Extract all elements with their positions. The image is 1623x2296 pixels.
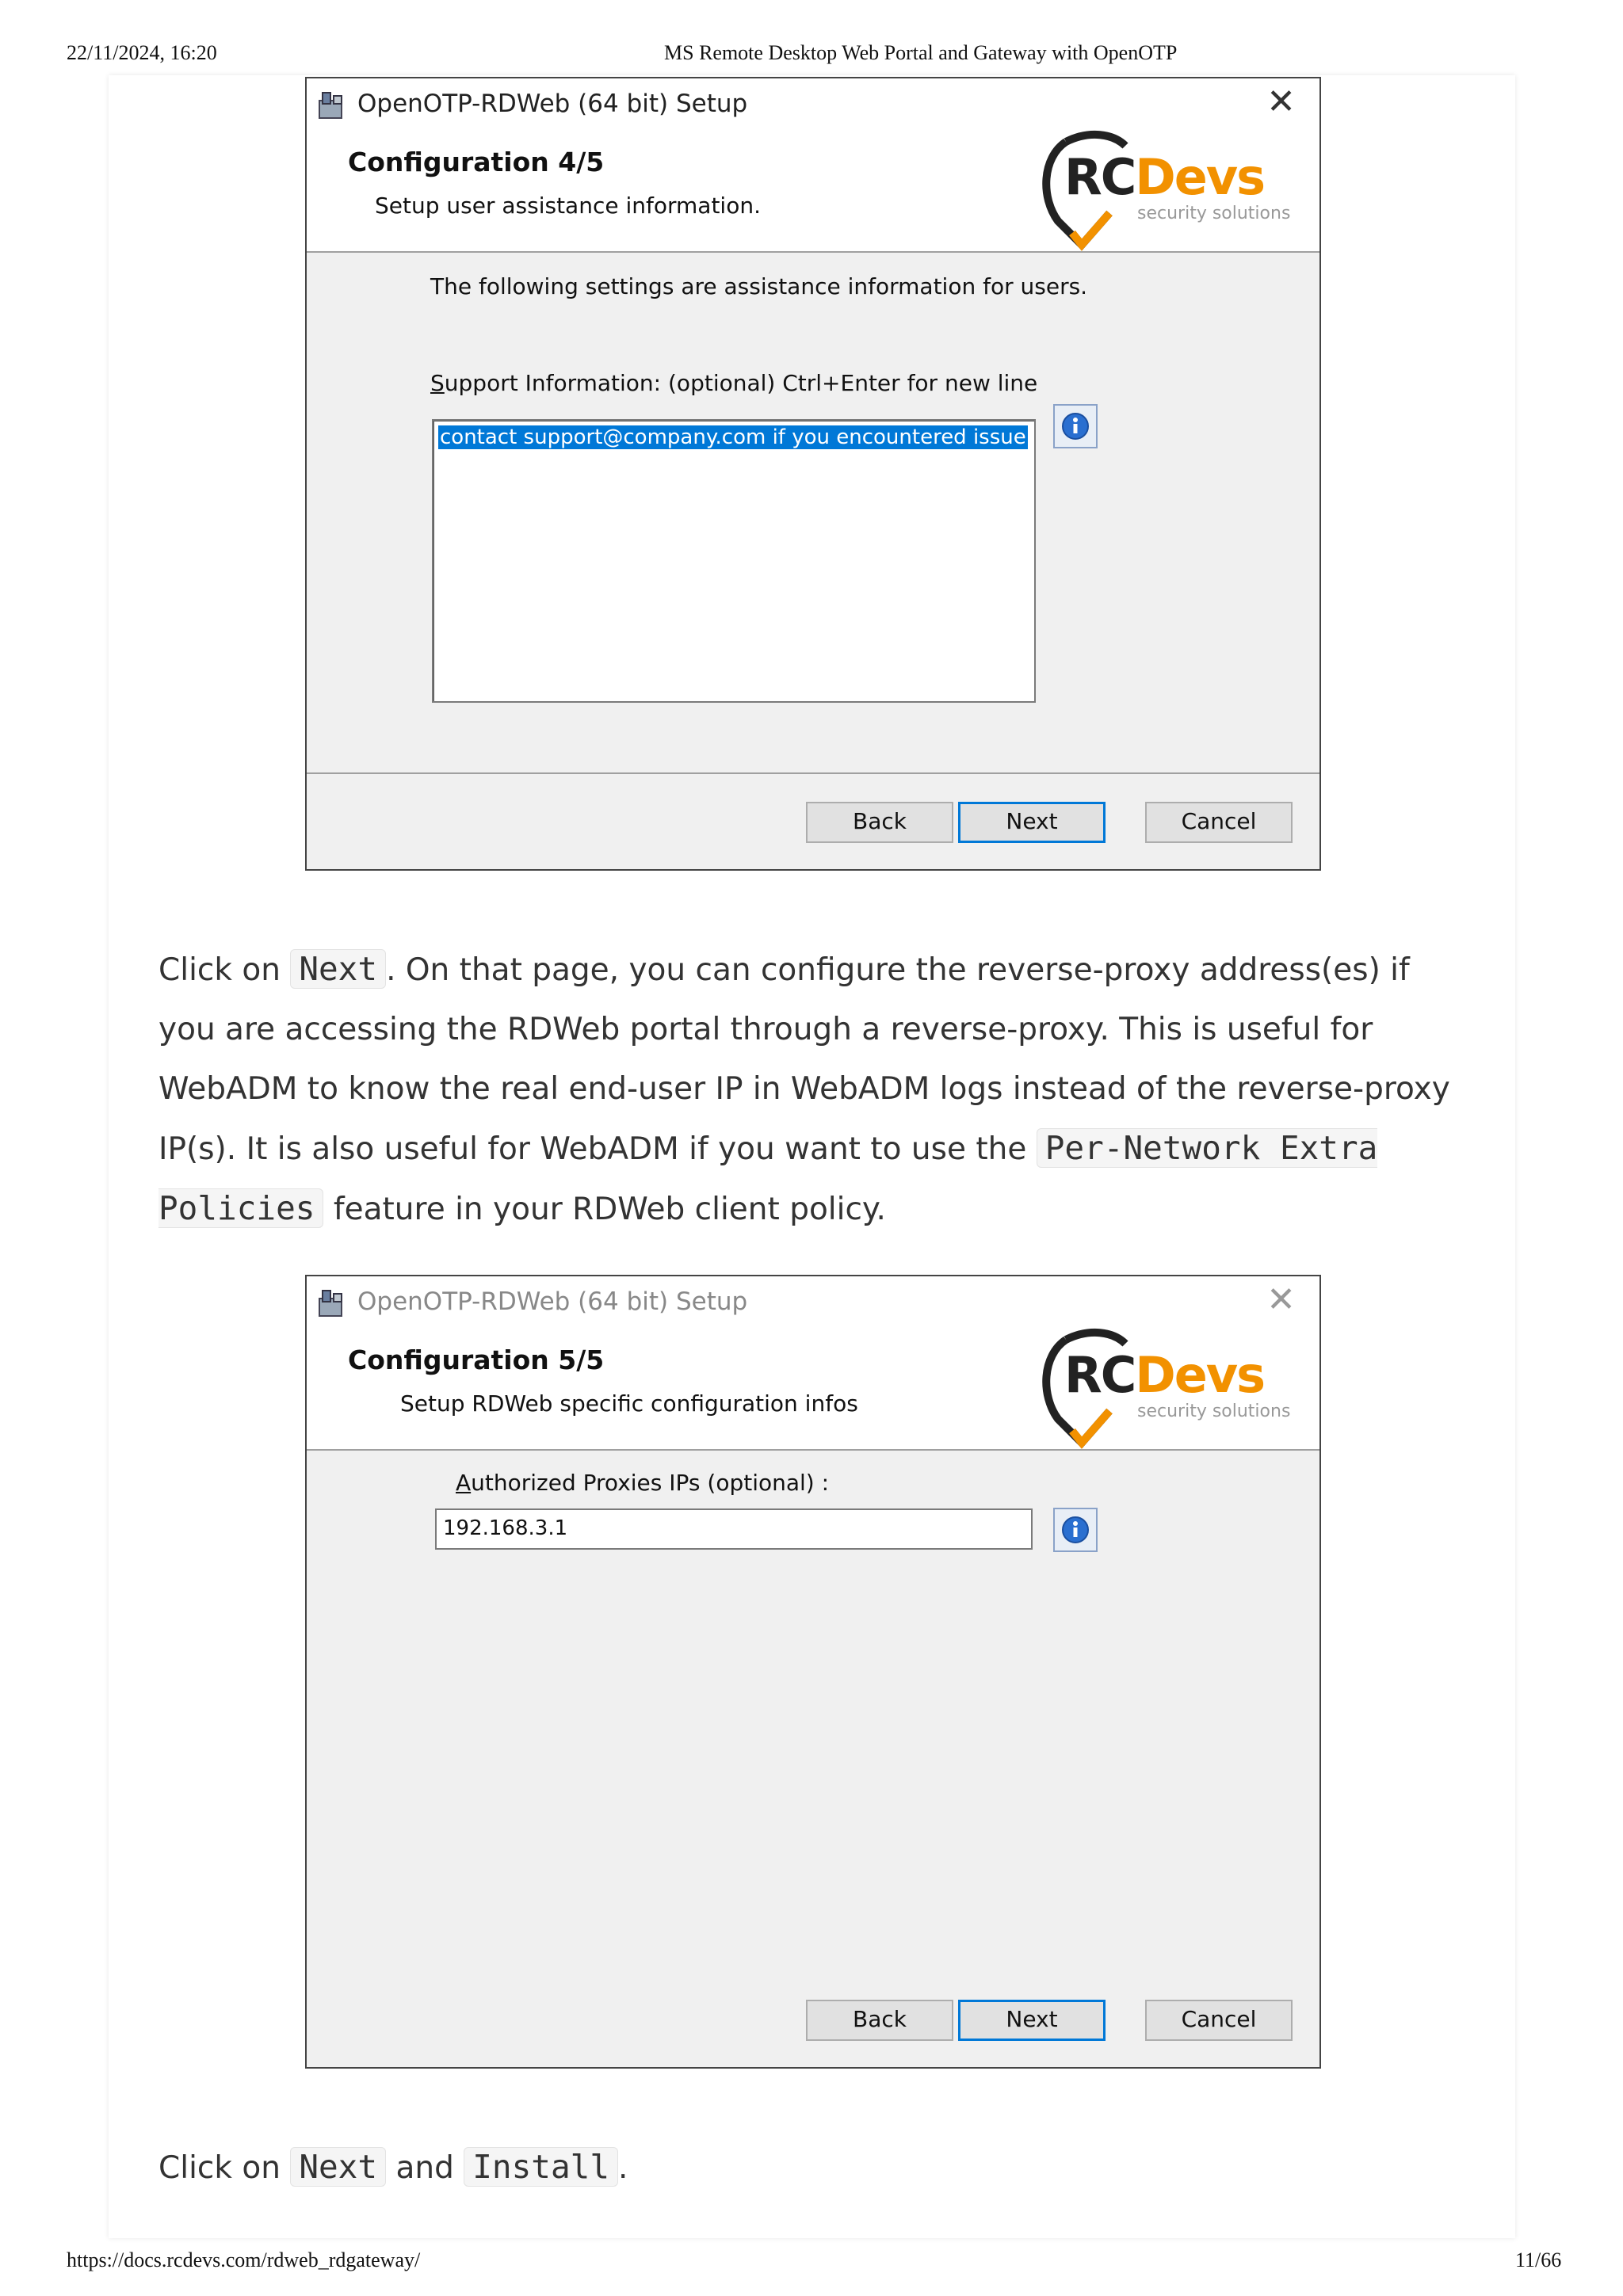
intro-text: The following settings are assistance information for users.: [430, 273, 1088, 299]
support-info-label: Support Information: (optional) Ctrl+Enter for new line: [430, 370, 1038, 396]
instruction-paragraph-2: Click on Next and Install .: [158, 2148, 628, 2186]
logo-tagline: security solutions: [1137, 1402, 1291, 1421]
cancel-button[interactable]: Cancel: [1145, 802, 1293, 843]
config-subtitle: Setup RDWeb specific configuration infos: [400, 1390, 858, 1417]
authorized-proxies-label: Authorized Proxies IPs (optional) :: [456, 1470, 830, 1496]
info-button[interactable]: [1053, 404, 1098, 448]
logo-rc: RC: [1064, 1346, 1136, 1404]
cancel-button[interactable]: Cancel: [1145, 2000, 1293, 2041]
code-next: Next: [290, 2147, 386, 2187]
dialog-banner: [307, 1276, 1319, 1451]
footer-divider: [307, 772, 1319, 774]
logo-devs: Devs: [1135, 1346, 1265, 1404]
print-page-number: 11/66: [1515, 2248, 1562, 2271]
rcdevs-logo: [1034, 126, 1304, 253]
info-icon: [1055, 1509, 1096, 1550]
info-icon: [1055, 406, 1096, 447]
support-info-value: contact support@company.com if you encountered issue: [440, 425, 1026, 449]
print-url: https://docs.rcdevs.com/rdweb_rdgateway/: [67, 2248, 421, 2271]
authorized-proxies-input[interactable]: 192.168.3.1: [435, 1508, 1033, 1550]
rcdevs-logo: [1034, 1324, 1304, 1451]
installer-icon: [316, 1287, 348, 1319]
support-info-textarea[interactable]: [432, 419, 1036, 703]
config-title: Configuration 5/5: [348, 1344, 605, 1375]
back-button[interactable]: Back: [806, 2000, 953, 2041]
window-title: OpenOTP-RDWeb (64 bit) Setup: [357, 1287, 748, 1316]
config-title: Configuration 4/5: [348, 147, 605, 177]
close-icon[interactable]: ✕: [1266, 82, 1296, 122]
next-button[interactable]: Next: [958, 2000, 1106, 2041]
next-button[interactable]: Next: [958, 802, 1106, 843]
dialog-banner: [307, 78, 1319, 253]
setup-dialog-config-4: [305, 77, 1321, 871]
print-title: MS Remote Desktop Web Portal and Gateway with OpenOTP: [664, 41, 1178, 64]
code-install: Install: [464, 2147, 618, 2187]
code-per-network-extra-policies: Per-Network Extra Policies: [158, 1129, 1378, 1227]
setup-dialog-config-5: [305, 1275, 1321, 2069]
info-button[interactable]: [1053, 1508, 1098, 1552]
window-title: OpenOTP-RDWeb (64 bit) Setup: [357, 90, 748, 118]
logo-devs: Devs: [1135, 148, 1265, 206]
config-subtitle: Setup user assistance information.: [375, 193, 761, 219]
logo-rc: RC: [1064, 148, 1136, 206]
code-next: Next: [290, 949, 386, 989]
back-button[interactable]: Back: [806, 802, 953, 843]
close-icon[interactable]: ✕: [1266, 1280, 1296, 1320]
logo-tagline: security solutions: [1137, 204, 1291, 223]
installer-icon: [316, 90, 348, 121]
instruction-paragraph-1: Click on Next . On that page, you can configure the reverse-proxy address(es) if you are accessing the RDWeb portal through a reverse-proxy. This is useful for WebADM to know the real end-user IP in WebADM logs instead of the reverse-proxy IP(s). It is also useful for WebADM if you want to use the Per-Network Extra Policies feature in your RDWeb client policy.: [158, 950, 1450, 1227]
print-datetime: 22/11/2024, 16:20: [67, 41, 217, 64]
